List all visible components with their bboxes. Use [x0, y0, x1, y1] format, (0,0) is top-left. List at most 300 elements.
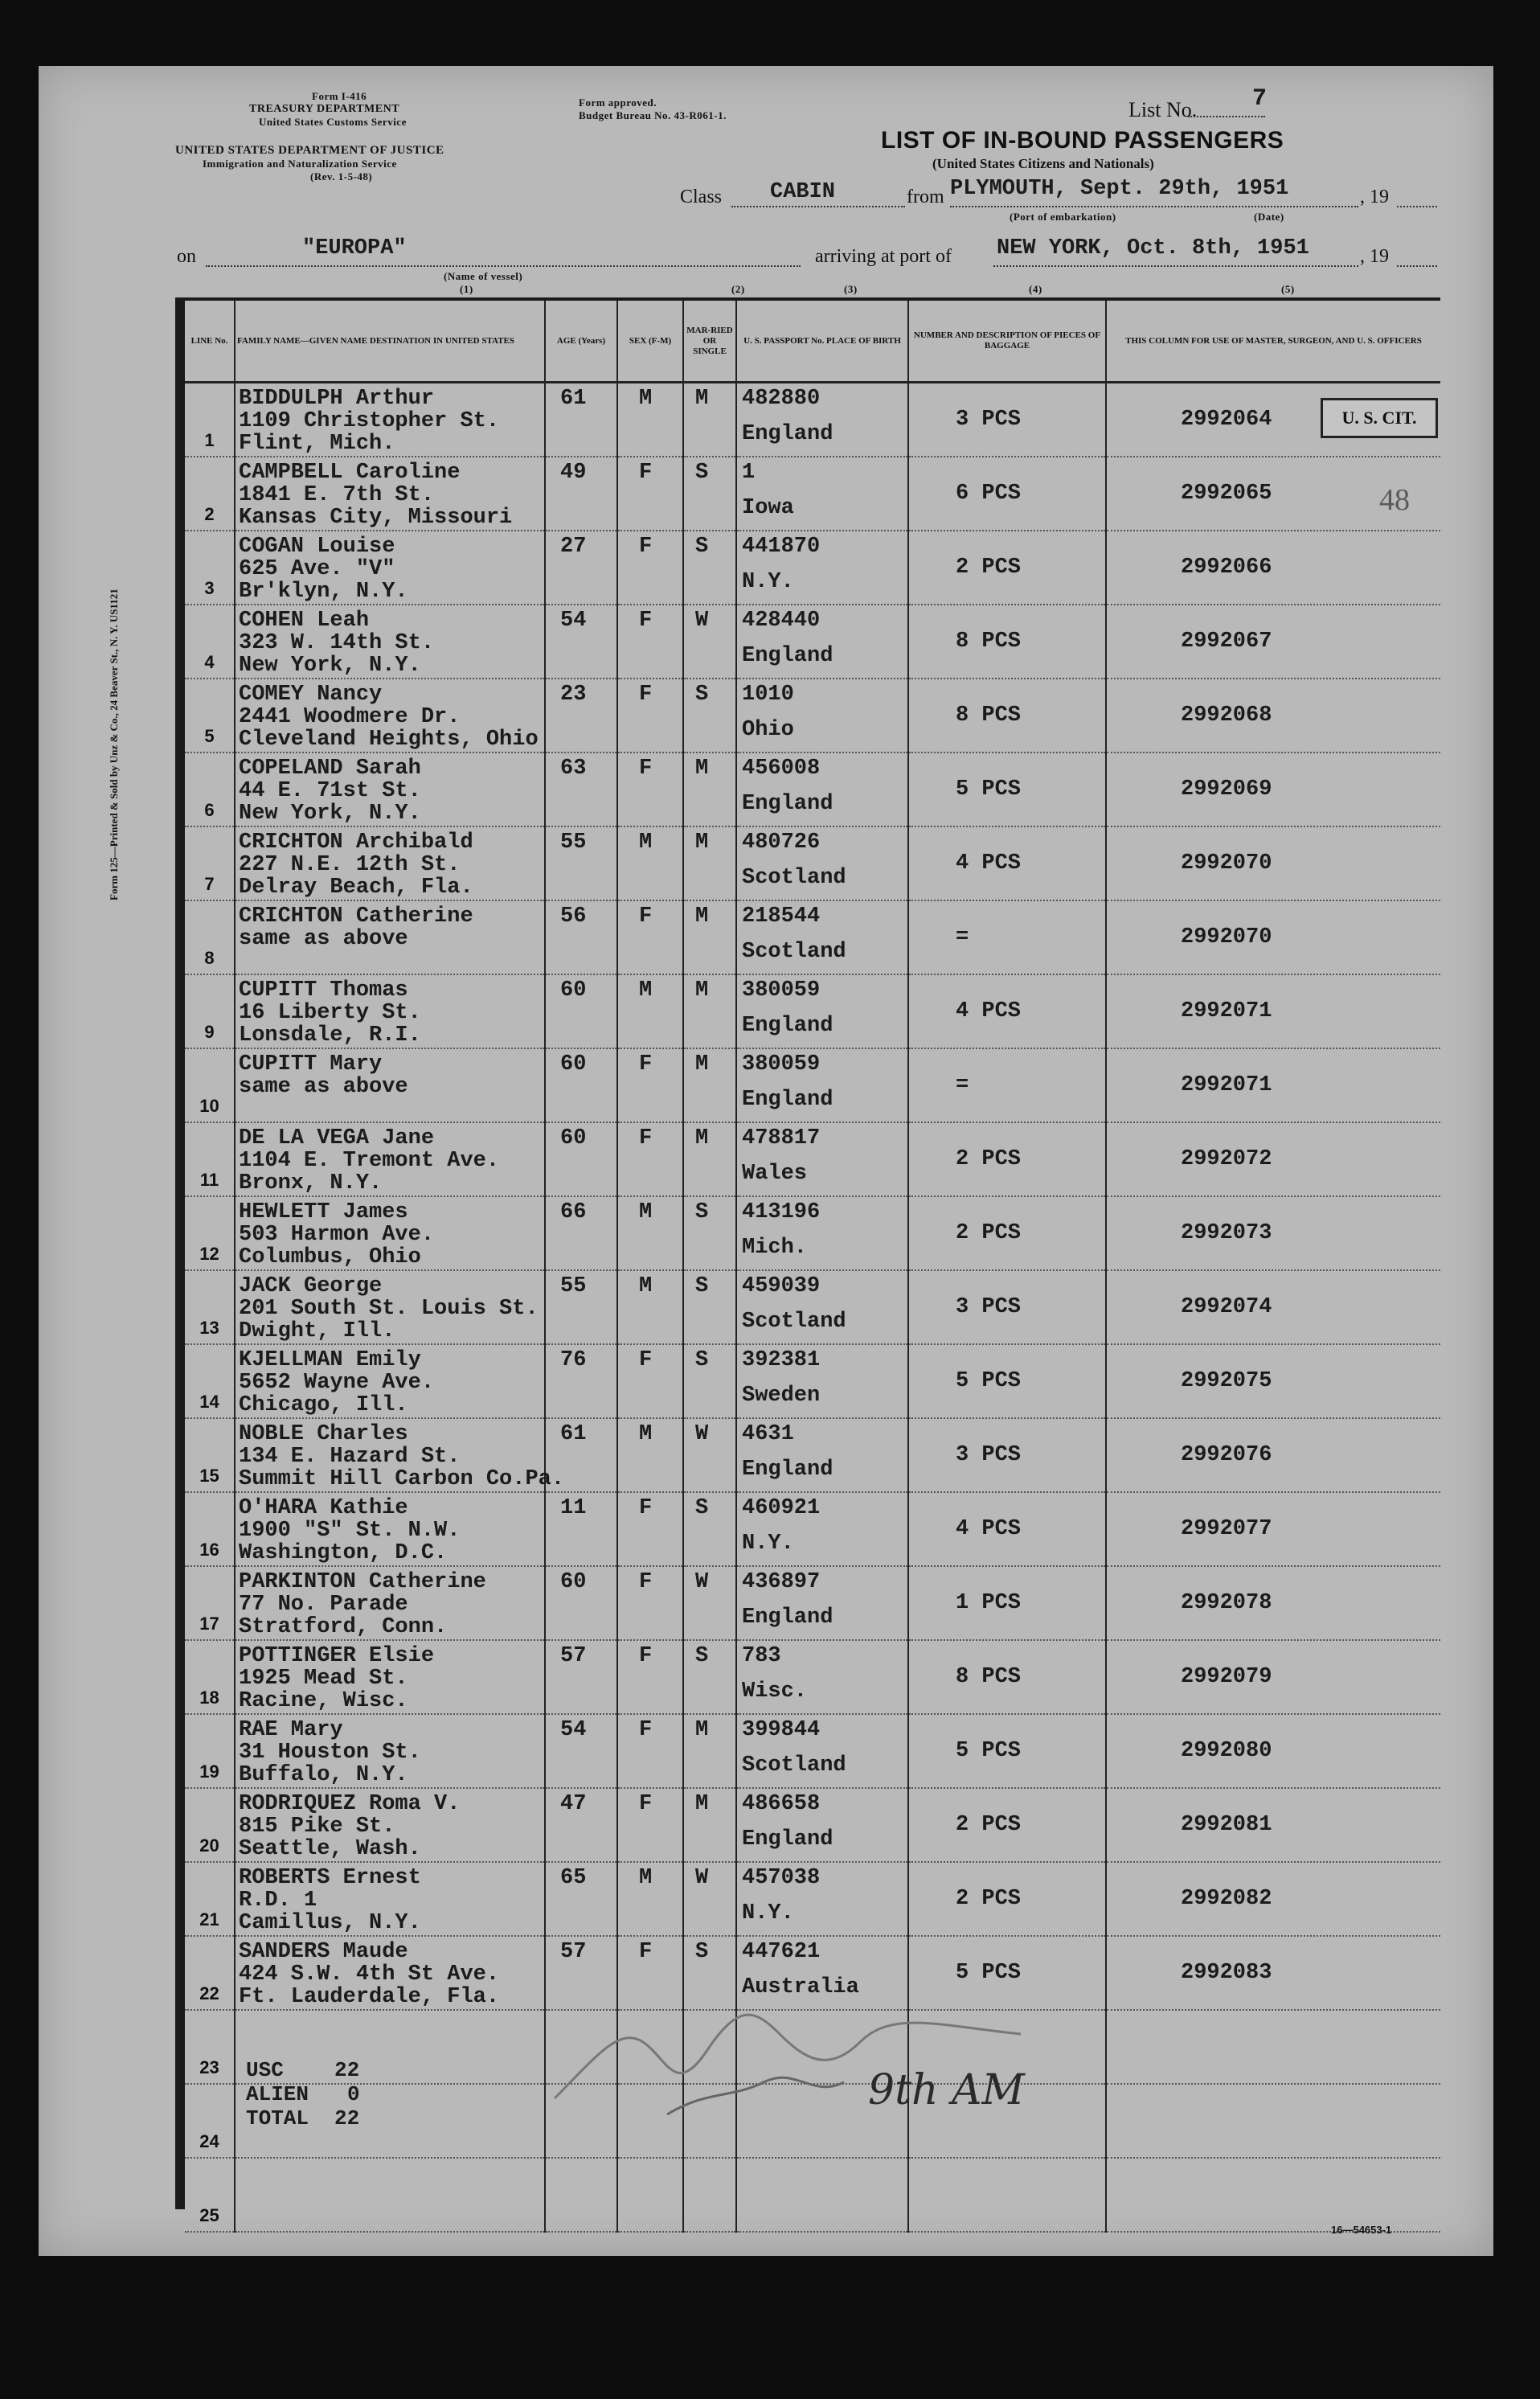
- marital-status: S: [695, 1348, 709, 1372]
- sex: F: [639, 1718, 653, 1742]
- sex: F: [639, 461, 653, 485]
- baggage: 5 PCS: [956, 1369, 1022, 1393]
- baggage: 3 PCS: [956, 1295, 1022, 1319]
- officer-number: 2992068: [1181, 703, 1272, 728]
- address-line-2: Racine, Wisc.: [239, 1689, 408, 1713]
- place-of-birth: Wales: [742, 1162, 808, 1186]
- marital-status: W: [695, 1570, 709, 1594]
- passenger-name: KJELLMAN Emily: [239, 1348, 421, 1372]
- marital-status: S: [695, 1200, 709, 1224]
- baggage: 3 PCS: [956, 1443, 1022, 1467]
- address-line-2: Dwight, Ill.: [239, 1319, 395, 1343]
- age: 27: [560, 535, 587, 559]
- sex: F: [639, 904, 653, 929]
- table-row: [185, 457, 1440, 531]
- place-of-birth: Ohio: [742, 718, 794, 742]
- table-row: [185, 1714, 1440, 1788]
- col-num-1: (1): [460, 283, 473, 295]
- from-label: from: [907, 187, 944, 207]
- officer-number: 2992079: [1181, 1665, 1272, 1689]
- place-of-birth: Iowa: [742, 496, 794, 520]
- sex: M: [639, 387, 653, 411]
- officer-number: 2992069: [1181, 777, 1272, 802]
- place-of-birth: England: [742, 792, 833, 816]
- age: 76: [560, 1348, 587, 1372]
- passenger-name: JACK George: [239, 1274, 383, 1298]
- address-line-1: 31 Houston St.: [239, 1741, 421, 1765]
- passenger-name: COHEN Leah: [239, 609, 370, 633]
- address-line-1: 1104 E. Tremont Ave.: [239, 1149, 500, 1173]
- marital-status: M: [695, 904, 709, 929]
- address-line-1: 1109 Christopher St.: [239, 409, 500, 433]
- line-number: 22: [199, 1983, 219, 2003]
- passenger-name: RAE Mary: [239, 1718, 343, 1742]
- list-no-label: List No.: [1128, 98, 1198, 121]
- age: 55: [560, 1274, 587, 1298]
- form-approved: Form approved.: [579, 96, 657, 109]
- age: 63: [560, 757, 587, 781]
- passenger-name: CRICHTON Archibald: [239, 830, 473, 855]
- line-number: 16: [199, 1540, 219, 1560]
- customs-service: United States Customs Service: [259, 116, 407, 128]
- passport-number: 441870: [742, 535, 821, 559]
- passport-number: 4631: [742, 1422, 794, 1446]
- passport-number: 380059: [742, 978, 821, 1003]
- address-line-1: 503 Harmon Ave.: [239, 1223, 435, 1247]
- place-of-birth: Scotland: [742, 1753, 846, 1778]
- col-header-baggage: NUMBER AND DESCRIPTION OF PIECES OF BAGGAGE: [908, 301, 1106, 383]
- form-number: Form I-416: [312, 90, 367, 102]
- sex: F: [639, 1940, 653, 1964]
- address-line-1: 1900 "S" St. N.W.: [239, 1519, 461, 1543]
- officer-number: 2992080: [1181, 1739, 1272, 1763]
- address-line-2: Seattle, Wash.: [239, 1837, 421, 1861]
- age: 47: [560, 1792, 587, 1816]
- baggage: =: [956, 1073, 969, 1097]
- place-of-birth: England: [742, 1458, 833, 1482]
- address-line-1: 1841 E. 7th St.: [239, 483, 435, 507]
- place-of-birth: N.Y.: [742, 1901, 794, 1925]
- col-header-sex: SEX (F-M): [617, 301, 683, 383]
- marital-status: S: [695, 1274, 709, 1298]
- justice-department: UNITED STATES DEPARTMENT OF JUSTICE: [175, 144, 444, 157]
- year-suffix: , 19: [1360, 187, 1389, 207]
- place-of-birth: England: [742, 1088, 833, 1112]
- place-of-birth: England: [742, 644, 833, 668]
- place-of-birth: Sweden: [742, 1384, 821, 1408]
- officer-number: 2992075: [1181, 1369, 1272, 1393]
- sex: M: [639, 1200, 653, 1224]
- address-line-1: 134 E. Hazard St.: [239, 1445, 461, 1469]
- line-number: 24: [199, 2131, 219, 2151]
- age: 49: [560, 461, 587, 485]
- year-suffix-2: , 19: [1360, 246, 1389, 267]
- officer-number: 2992065: [1181, 482, 1272, 506]
- sex: M: [639, 1866, 653, 1890]
- address-line-1: 44 E. 71st St.: [239, 779, 421, 803]
- table-row: [185, 900, 1440, 974]
- printer-imprint: Form 125—Printed & Sold by Unz & Co., 24 Beaver St., N. Y. US1121: [108, 588, 120, 900]
- sex: F: [639, 1496, 653, 1520]
- usc-count: 22: [334, 2058, 360, 2082]
- sex: F: [639, 1348, 653, 1372]
- address-line-1: 201 South St. Louis St.: [239, 1297, 539, 1321]
- address-line-2: New York, N.Y.: [239, 654, 421, 678]
- address-line-2: Flint, Mich.: [239, 432, 395, 456]
- total-label: TOTAL: [246, 2106, 309, 2130]
- date-caption: (Date): [1254, 211, 1284, 223]
- baggage: 2 PCS: [956, 1813, 1022, 1837]
- line-number: 21: [199, 1909, 219, 1929]
- age: 54: [560, 1718, 587, 1742]
- marital-status: W: [695, 1866, 709, 1890]
- address-line-1: 625 Ave. "V": [239, 557, 395, 581]
- col-header-passport: U. S. PASSPORT No. PLACE OF BIRTH: [736, 301, 908, 383]
- list-no-value: 7: [1252, 85, 1268, 113]
- baggage: 4 PCS: [956, 999, 1022, 1023]
- arrival-value: NEW YORK, Oct. 8th, 1951: [997, 236, 1309, 260]
- passenger-name: DE LA VEGA Jane: [239, 1126, 435, 1150]
- line-number: 11: [199, 1170, 219, 1190]
- vessel-caption: (Name of vessel): [444, 270, 523, 282]
- alien-label: ALIEN: [246, 2082, 309, 2106]
- table-row: [185, 605, 1440, 679]
- baggage: 8 PCS: [956, 629, 1022, 654]
- officer-number: 2992076: [1181, 1443, 1272, 1467]
- place-of-birth: N.Y.: [742, 1532, 794, 1556]
- table-row: [185, 1048, 1440, 1122]
- address-line-1: 424 S.W. 4th St Ave.: [239, 1962, 500, 1987]
- passenger-name: POTTINGER Elsie: [239, 1644, 435, 1668]
- marital-status: M: [695, 978, 709, 1003]
- passport-number: 1: [742, 461, 756, 485]
- marital-status: S: [695, 535, 709, 559]
- totals-block: [246, 2058, 360, 2130]
- age: 57: [560, 1644, 587, 1668]
- address-line-2: Chicago, Ill.: [239, 1393, 408, 1417]
- line-number: 3: [204, 578, 215, 598]
- on-label: on: [177, 246, 196, 267]
- address-line-1: 227 N.E. 12th St.: [239, 853, 461, 877]
- baggage: =: [956, 925, 969, 949]
- baggage: 5 PCS: [956, 1961, 1022, 1985]
- usc-label: USC: [246, 2058, 284, 2082]
- passenger-name: ROBERTS Ernest: [239, 1866, 421, 1890]
- table-row: [185, 1566, 1440, 1640]
- table-row: [185, 1640, 1440, 1714]
- place-of-birth: England: [742, 1827, 833, 1852]
- embarkation-value: PLYMOUTH, Sept. 29th, 1951: [950, 177, 1289, 201]
- baggage: 3 PCS: [956, 408, 1022, 432]
- ins-service: Immigration and Naturalization Service: [203, 158, 397, 170]
- baggage: 2 PCS: [956, 1887, 1022, 1911]
- passenger-name: COMEY Nancy: [239, 683, 383, 707]
- line-number: 17: [199, 1614, 219, 1634]
- address-line-2: New York, N.Y.: [239, 802, 421, 826]
- marital-status: M: [695, 1052, 709, 1076]
- passport-number: 478817: [742, 1126, 821, 1150]
- line-number: 18: [199, 1688, 219, 1708]
- age: 60: [560, 1570, 587, 1594]
- address-line-1: 2441 Woodmere Dr.: [239, 705, 461, 729]
- class-value: CABIN: [770, 180, 836, 204]
- sex: M: [639, 978, 653, 1003]
- table-row: [185, 1862, 1440, 1936]
- col-num-4: (4): [1029, 283, 1042, 295]
- handwritten-time: 9th AM: [868, 2066, 1025, 2114]
- passport-number: 1010: [742, 683, 794, 707]
- age: 55: [560, 830, 587, 855]
- col-header-age: AGE (Years): [545, 301, 617, 383]
- address-line-1: same as above: [239, 927, 408, 951]
- line-number: 25: [199, 2205, 219, 2225]
- table-row: [185, 974, 1440, 1048]
- officer-number: 2992066: [1181, 556, 1272, 580]
- baggage: 2 PCS: [956, 1147, 1022, 1171]
- passenger-name: CUPITT Mary: [239, 1052, 383, 1076]
- address-line-2: Ft. Lauderdale, Fla.: [239, 1985, 500, 2009]
- col-header-name: FAMILY NAME—GIVEN NAME DESTINATION IN UNITED STATES: [235, 301, 545, 383]
- officer-number: 2992083: [1181, 1961, 1272, 1985]
- officer-number: 2992077: [1181, 1517, 1272, 1541]
- arriving-label: arriving at port of: [815, 246, 952, 267]
- place-of-birth: England: [742, 1014, 833, 1038]
- passport-number: 428440: [742, 609, 821, 633]
- age: 57: [560, 1940, 587, 1964]
- officer-number: 2992064: [1181, 408, 1272, 432]
- line-number: 6: [204, 800, 215, 820]
- us-citizen-stamp: U. S. CIT.: [1321, 398, 1438, 438]
- age: 61: [560, 1422, 587, 1446]
- marital-status: S: [695, 1940, 709, 1964]
- address-line-1: R.D. 1: [239, 1888, 317, 1913]
- passport-number: 399844: [742, 1718, 821, 1742]
- line-number: 23: [199, 2057, 219, 2077]
- sex: F: [639, 683, 653, 707]
- table-row: [185, 531, 1440, 605]
- age: 65: [560, 1866, 587, 1890]
- place-of-birth: Scotland: [742, 1310, 846, 1334]
- address-line-1: 1925 Mead St.: [239, 1667, 408, 1691]
- sex: M: [639, 1422, 653, 1446]
- marital-status: W: [695, 609, 709, 633]
- address-line-2: Cleveland Heights, Ohio: [239, 728, 539, 752]
- line-number: 20: [199, 1835, 219, 1856]
- alien-count: 0: [347, 2082, 360, 2106]
- address-line-2: Camillus, N.Y.: [239, 1911, 421, 1935]
- table-row: [185, 1788, 1440, 1862]
- sex: M: [639, 1274, 653, 1298]
- passenger-name: CUPITT Thomas: [239, 978, 408, 1003]
- col-num-2: (2): [731, 283, 745, 295]
- marital-status: M: [695, 387, 709, 411]
- passport-number: 486658: [742, 1792, 821, 1816]
- table-row: [185, 1196, 1440, 1270]
- line-number: 9: [204, 1022, 215, 1042]
- marital-status: S: [695, 461, 709, 485]
- passport-number: 413196: [742, 1200, 821, 1224]
- table-row: [185, 753, 1440, 826]
- sex: F: [639, 1126, 653, 1150]
- sex: F: [639, 1052, 653, 1076]
- passport-number: 447621: [742, 1940, 821, 1964]
- age: 60: [560, 978, 587, 1003]
- passport-number: 392381: [742, 1348, 821, 1372]
- class-label: Class: [680, 187, 723, 207]
- address-line-1: same as above: [239, 1075, 408, 1099]
- baggage: 8 PCS: [956, 703, 1022, 728]
- age: 60: [560, 1126, 587, 1150]
- col-num-3: (3): [844, 283, 858, 295]
- passenger-name: COGAN Louise: [239, 535, 395, 559]
- place-of-birth: Scotland: [742, 940, 846, 964]
- marital-status: S: [695, 1644, 709, 1668]
- address-line-2: Bronx, N.Y.: [239, 1171, 383, 1195]
- baggage: 1 PCS: [956, 1591, 1022, 1615]
- line-number: 4: [204, 652, 215, 672]
- marital-status: W: [695, 1422, 709, 1446]
- passport-number: 783: [742, 1644, 781, 1668]
- officer-number: 2992070: [1181, 851, 1272, 876]
- revision-date: (Rev. 1-5-48): [310, 170, 373, 182]
- line-number: 19: [199, 1761, 219, 1782]
- sex: F: [639, 1644, 653, 1668]
- table-row: [185, 1418, 1440, 1492]
- address-line-1: 5652 Wayne Ave.: [239, 1371, 435, 1395]
- address-line-2: Summit Hill Carbon Co.Pa.: [239, 1467, 565, 1491]
- line-number: 14: [199, 1392, 219, 1412]
- age: 11: [560, 1496, 587, 1520]
- table-row: [185, 826, 1440, 900]
- place-of-birth: N.Y.: [742, 570, 794, 594]
- col-num-5: (5): [1281, 283, 1295, 295]
- officer-signature: [522, 1978, 1133, 2139]
- officer-number: 2992081: [1181, 1813, 1272, 1837]
- place-of-birth: Wisc.: [742, 1679, 808, 1704]
- age: 56: [560, 904, 587, 929]
- marital-status: M: [695, 1792, 709, 1816]
- margin-note: 48: [1379, 483, 1410, 517]
- sex: M: [639, 830, 653, 855]
- passenger-name: NOBLE Charles: [239, 1422, 408, 1446]
- address-line-2: Br'klyn, N.Y.: [239, 580, 408, 604]
- age: 54: [560, 609, 587, 633]
- embarkation-caption: (Port of embarkation): [1010, 211, 1116, 223]
- officer-number: 2992070: [1181, 925, 1272, 949]
- table-row: [185, 679, 1440, 753]
- budget-bureau: Budget Bureau No. 43-R061-1.: [579, 109, 727, 121]
- officer-number: 2992078: [1181, 1591, 1272, 1615]
- line-number: 8: [204, 948, 215, 968]
- passport-number: 436897: [742, 1570, 821, 1594]
- sex: F: [639, 1570, 653, 1594]
- passenger-name: HEWLETT James: [239, 1200, 408, 1224]
- baggage: 5 PCS: [956, 777, 1022, 802]
- passenger-name: CAMPBELL Caroline: [239, 461, 461, 485]
- passport-number: 218544: [742, 904, 821, 929]
- place-of-birth: England: [742, 422, 833, 446]
- passport-number: 456008: [742, 757, 821, 781]
- address-line-2: Washington, D.C.: [239, 1541, 448, 1565]
- sex: F: [639, 1792, 653, 1816]
- address-line-2: Kansas City, Missouri: [239, 506, 513, 530]
- line-number: 15: [199, 1466, 219, 1486]
- table-row-blank: [185, 2158, 1440, 2232]
- sex: F: [639, 609, 653, 633]
- baggage: 4 PCS: [956, 851, 1022, 876]
- line-number: 10: [199, 1096, 219, 1116]
- marital-status: M: [695, 1718, 709, 1742]
- age: 60: [560, 1052, 587, 1076]
- table-row: [185, 383, 1440, 457]
- address-line-1: 77 No. Parade: [239, 1593, 408, 1617]
- passenger-table: [185, 301, 1440, 2233]
- sex: F: [639, 757, 653, 781]
- officer-number: 2992073: [1181, 1221, 1272, 1245]
- baggage: 6 PCS: [956, 482, 1022, 506]
- place-of-birth: Scotland: [742, 866, 846, 890]
- baggage: 2 PCS: [956, 1221, 1022, 1245]
- treasury-department: TREASURY DEPARTMENT: [249, 103, 400, 115]
- officer-number: 2992074: [1181, 1295, 1272, 1319]
- officer-number: 2992072: [1181, 1147, 1272, 1171]
- address-line-2: Lonsdale, R.I.: [239, 1023, 421, 1048]
- table-row: [185, 1270, 1440, 1344]
- officer-number: 2992071: [1181, 999, 1272, 1023]
- age: 61: [560, 387, 587, 411]
- address-line-2: Buffalo, N.Y.: [239, 1763, 408, 1787]
- col-header-married: MAR-RIED OR SINGLE: [683, 301, 736, 383]
- address-line-2: Delray Beach, Fla.: [239, 876, 473, 900]
- line-number: 2: [204, 504, 215, 524]
- passenger-name: PARKINTON Catherine: [239, 1570, 486, 1594]
- passport-number: 457038: [742, 1866, 821, 1890]
- line-number: 1: [204, 430, 215, 450]
- officer-number: 2992067: [1181, 629, 1272, 654]
- vessel-name: "EUROPA": [302, 236, 407, 260]
- address-line-1: 323 W. 14th St.: [239, 631, 435, 655]
- baggage: 2 PCS: [956, 556, 1022, 580]
- line-number: 13: [199, 1318, 219, 1338]
- baggage: 8 PCS: [956, 1665, 1022, 1689]
- address-line-2: Columbus, Ohio: [239, 1245, 421, 1269]
- passenger-name: RODRIQUEZ Roma V.: [239, 1792, 461, 1816]
- officer-number: 2992082: [1181, 1887, 1272, 1911]
- baggage: 4 PCS: [956, 1517, 1022, 1541]
- place-of-birth: England: [742, 1605, 833, 1630]
- table-row: [185, 1492, 1440, 1566]
- page-title: LIST OF IN-BOUND PASSENGERS: [881, 127, 1284, 154]
- passenger-name: O'HARA Kathie: [239, 1496, 408, 1520]
- age: 66: [560, 1200, 587, 1224]
- col-header-officers: THIS COLUMN FOR USE OF MASTER, SURGEON, AND U. S. OFFICERS: [1106, 301, 1440, 383]
- line-number: 12: [199, 1244, 219, 1264]
- passenger-name: SANDERS Maude: [239, 1940, 408, 1964]
- line-number: 5: [204, 726, 215, 746]
- address-line-2: Stratford, Conn.: [239, 1615, 448, 1639]
- passport-number: 480726: [742, 830, 821, 855]
- passport-number: 482880: [742, 387, 821, 411]
- marital-status: M: [695, 830, 709, 855]
- sex: F: [639, 535, 653, 559]
- passport-number: 380059: [742, 1052, 821, 1076]
- marital-status: S: [695, 683, 709, 707]
- address-line-1: 815 Pike St.: [239, 1815, 395, 1839]
- table-row: [185, 1344, 1440, 1418]
- passenger-name: COPELAND Sarah: [239, 757, 421, 781]
- total-count: 22: [334, 2106, 360, 2130]
- address-line-1: 16 Liberty St.: [239, 1001, 421, 1025]
